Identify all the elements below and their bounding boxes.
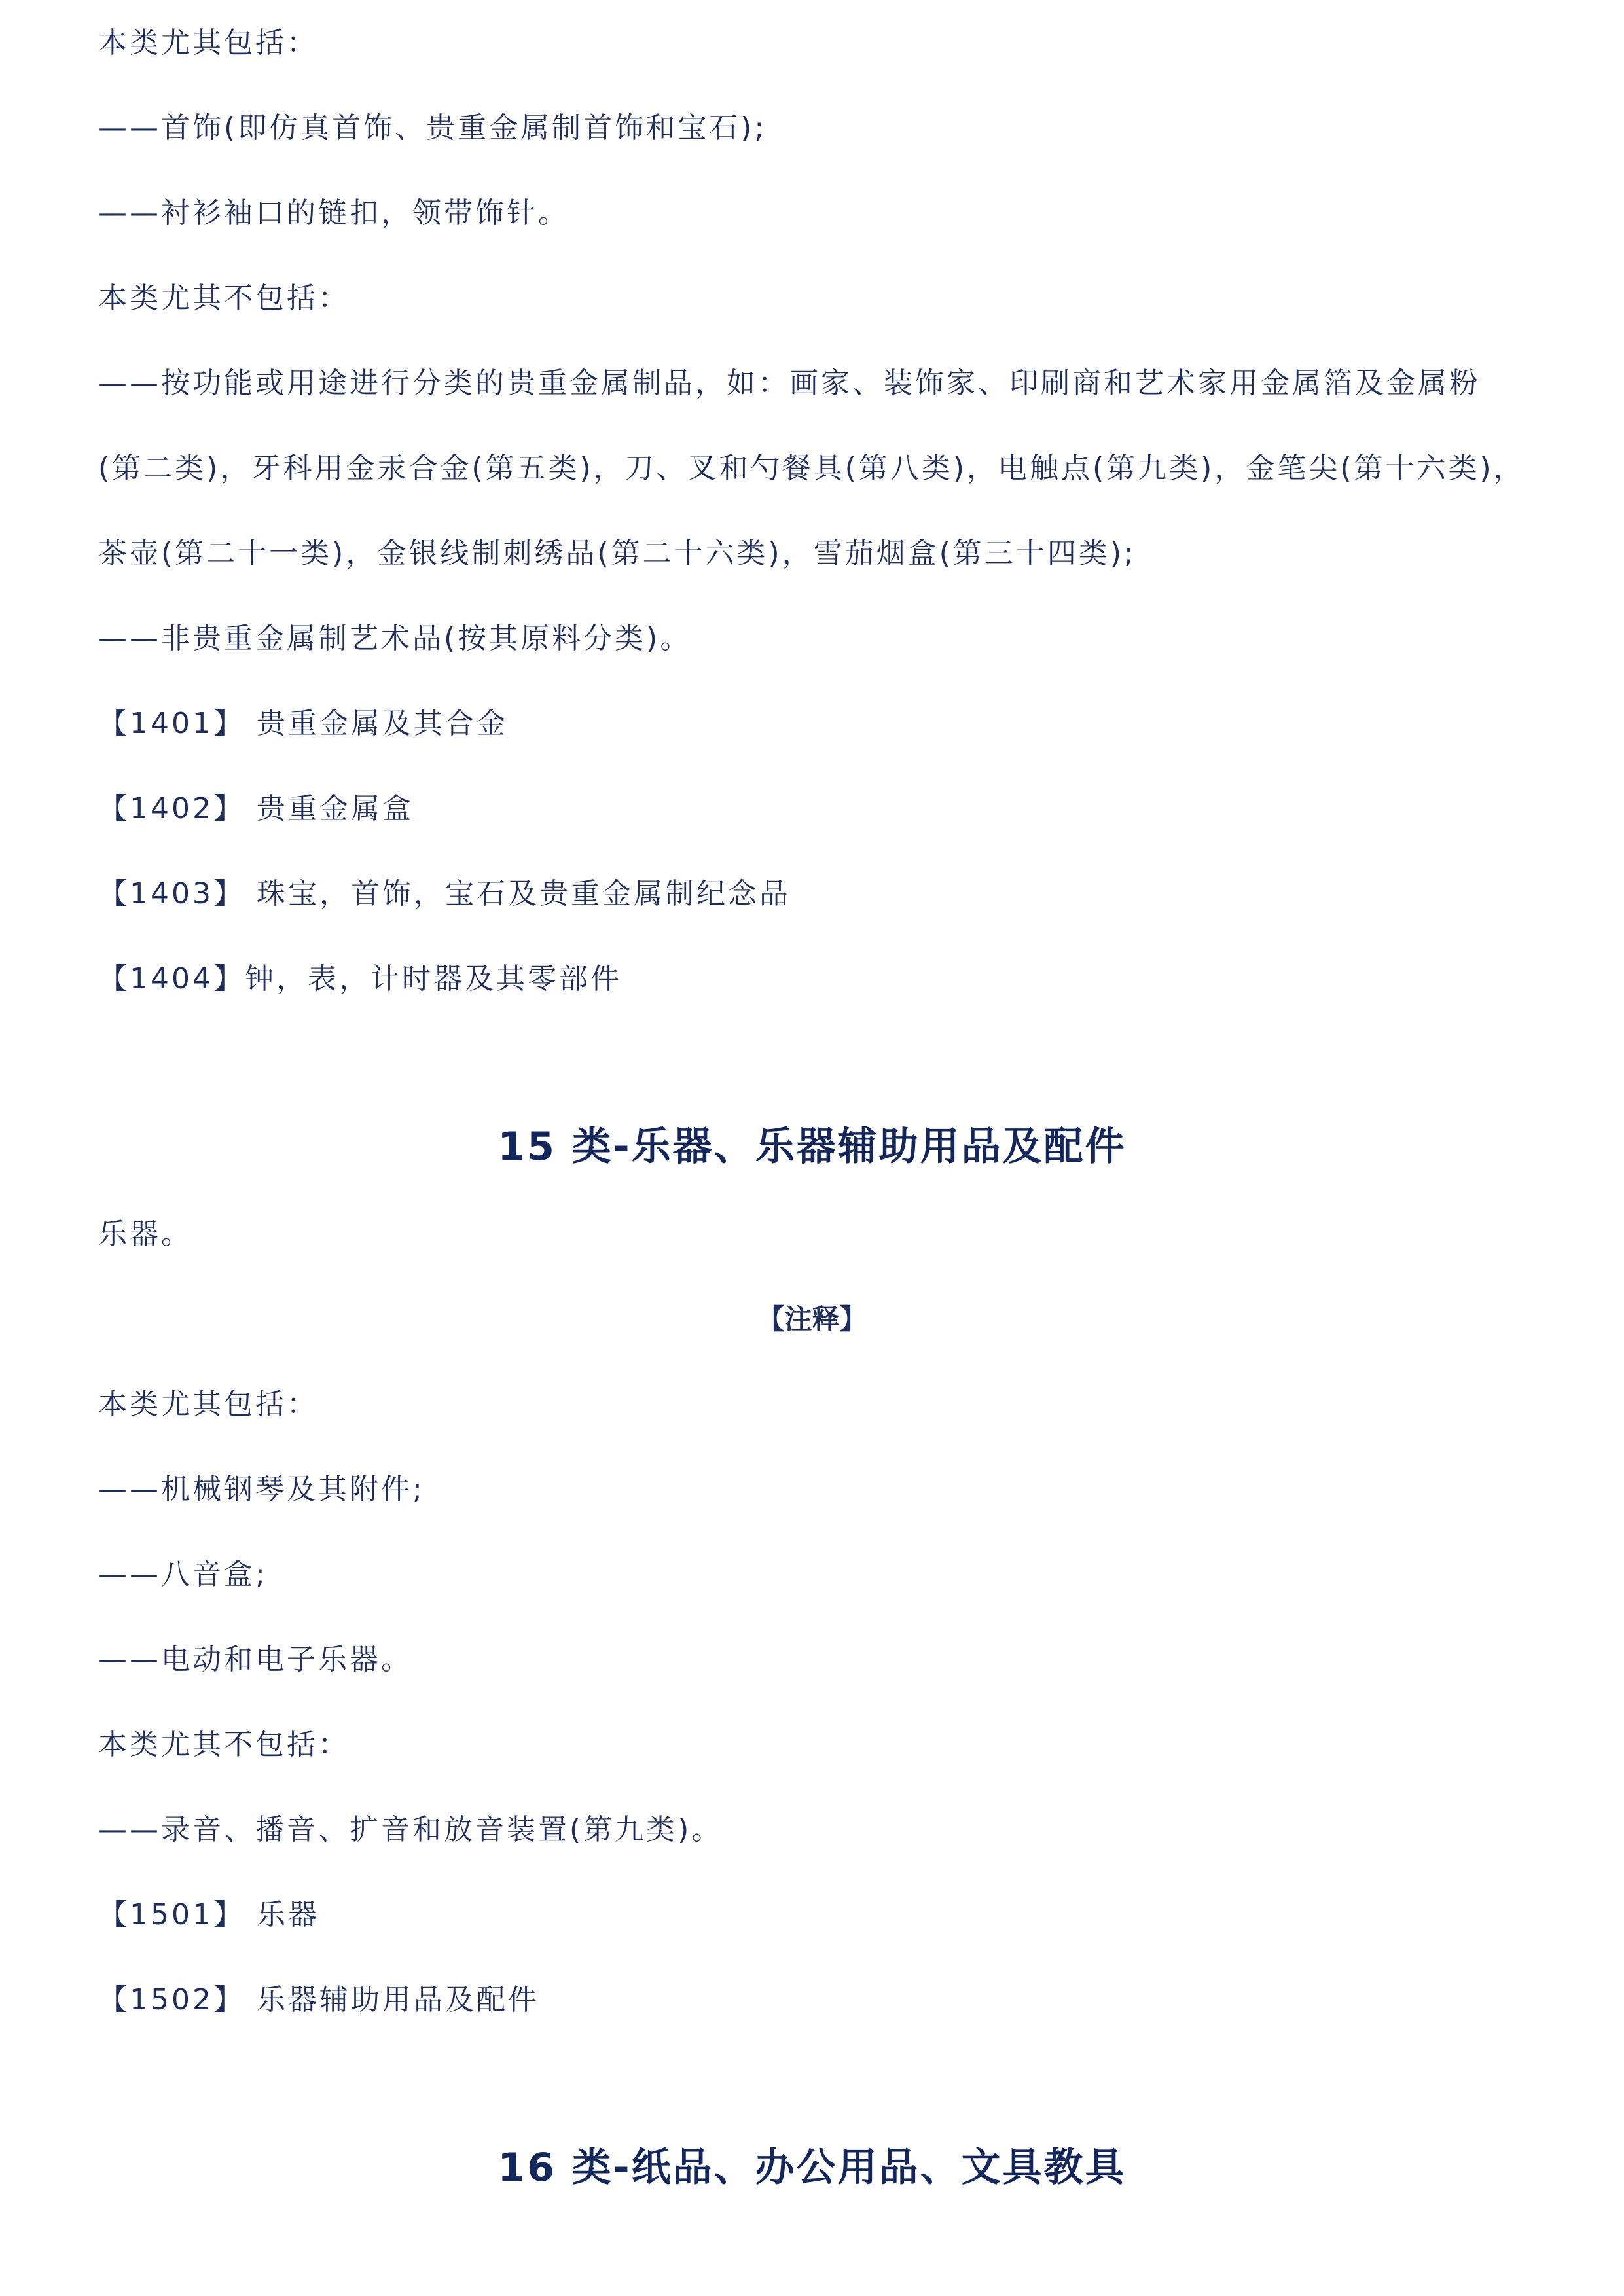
body-text-line: 本类尤其不包括：: [98, 281, 350, 315]
body-text-line: 本类尤其包括：: [98, 1388, 318, 1421]
section-intro: 乐器。: [98, 1217, 192, 1251]
body-text-line: ——按功能或用途进行分类的贵重金属制品，如：画家、装饰家、印刷商和艺术家用金属箔及金属粉: [98, 367, 1481, 400]
note-label: 【注释】: [757, 1303, 867, 1335]
body-text-line: ——非贵重金属制艺术品(按其原料分类)。: [98, 622, 692, 655]
body-text-line: (第二类)，牙科用金汞合金(第五类)，刀、叉和勺餐具(第八类)，电触点(第九类)，金笔尖(第十六类)，: [98, 452, 1525, 485]
body-text-line: 本类尤其不包括：: [98, 1728, 350, 1761]
subclass-item-1502: 【1502】 乐器辅助用品及配件: [98, 1983, 539, 2017]
body-text-line: 本类尤其包括：: [98, 26, 318, 60]
body-text-line: ——电动和电子乐器。: [98, 1643, 412, 1676]
body-text-line: ——首饰(即仿真首饰、贵重金属制首饰和宝石);: [98, 111, 767, 145]
body-text-line: ——录音、播音、扩音和放音装置(第九类)。: [98, 1813, 723, 1846]
body-text-line: 茶壶(第二十一类)，金银线制刺绣品(第二十六类)，雪茄烟盒(第三十四类);: [98, 537, 1136, 570]
subclass-item-1403: 【1403】 珠宝，首饰，宝石及贵重金属制纪念品: [98, 877, 791, 910]
section-title-16: 16 类-纸品、办公用品、文具教具: [497, 2145, 1127, 2191]
subclass-item-1501: 【1501】 乐器: [98, 1898, 319, 1931]
subclass-item-1404: 【1404】钟，表，计时器及其零部件: [98, 962, 622, 996]
subclass-item-1402: 【1402】 贵重金属盒: [98, 792, 414, 825]
body-text-line: ——机械钢琴及其附件;: [98, 1473, 425, 1506]
body-text-line: ——衬衫袖口的链扣，领带饰针。: [98, 196, 569, 230]
section-title-15: 15 类-乐器、乐器辅助用品及配件: [497, 1124, 1127, 1170]
subclass-item-1401: 【1401】 贵重金属及其合金: [98, 707, 508, 740]
body-text-line: ——八音盒;: [98, 1558, 268, 1591]
